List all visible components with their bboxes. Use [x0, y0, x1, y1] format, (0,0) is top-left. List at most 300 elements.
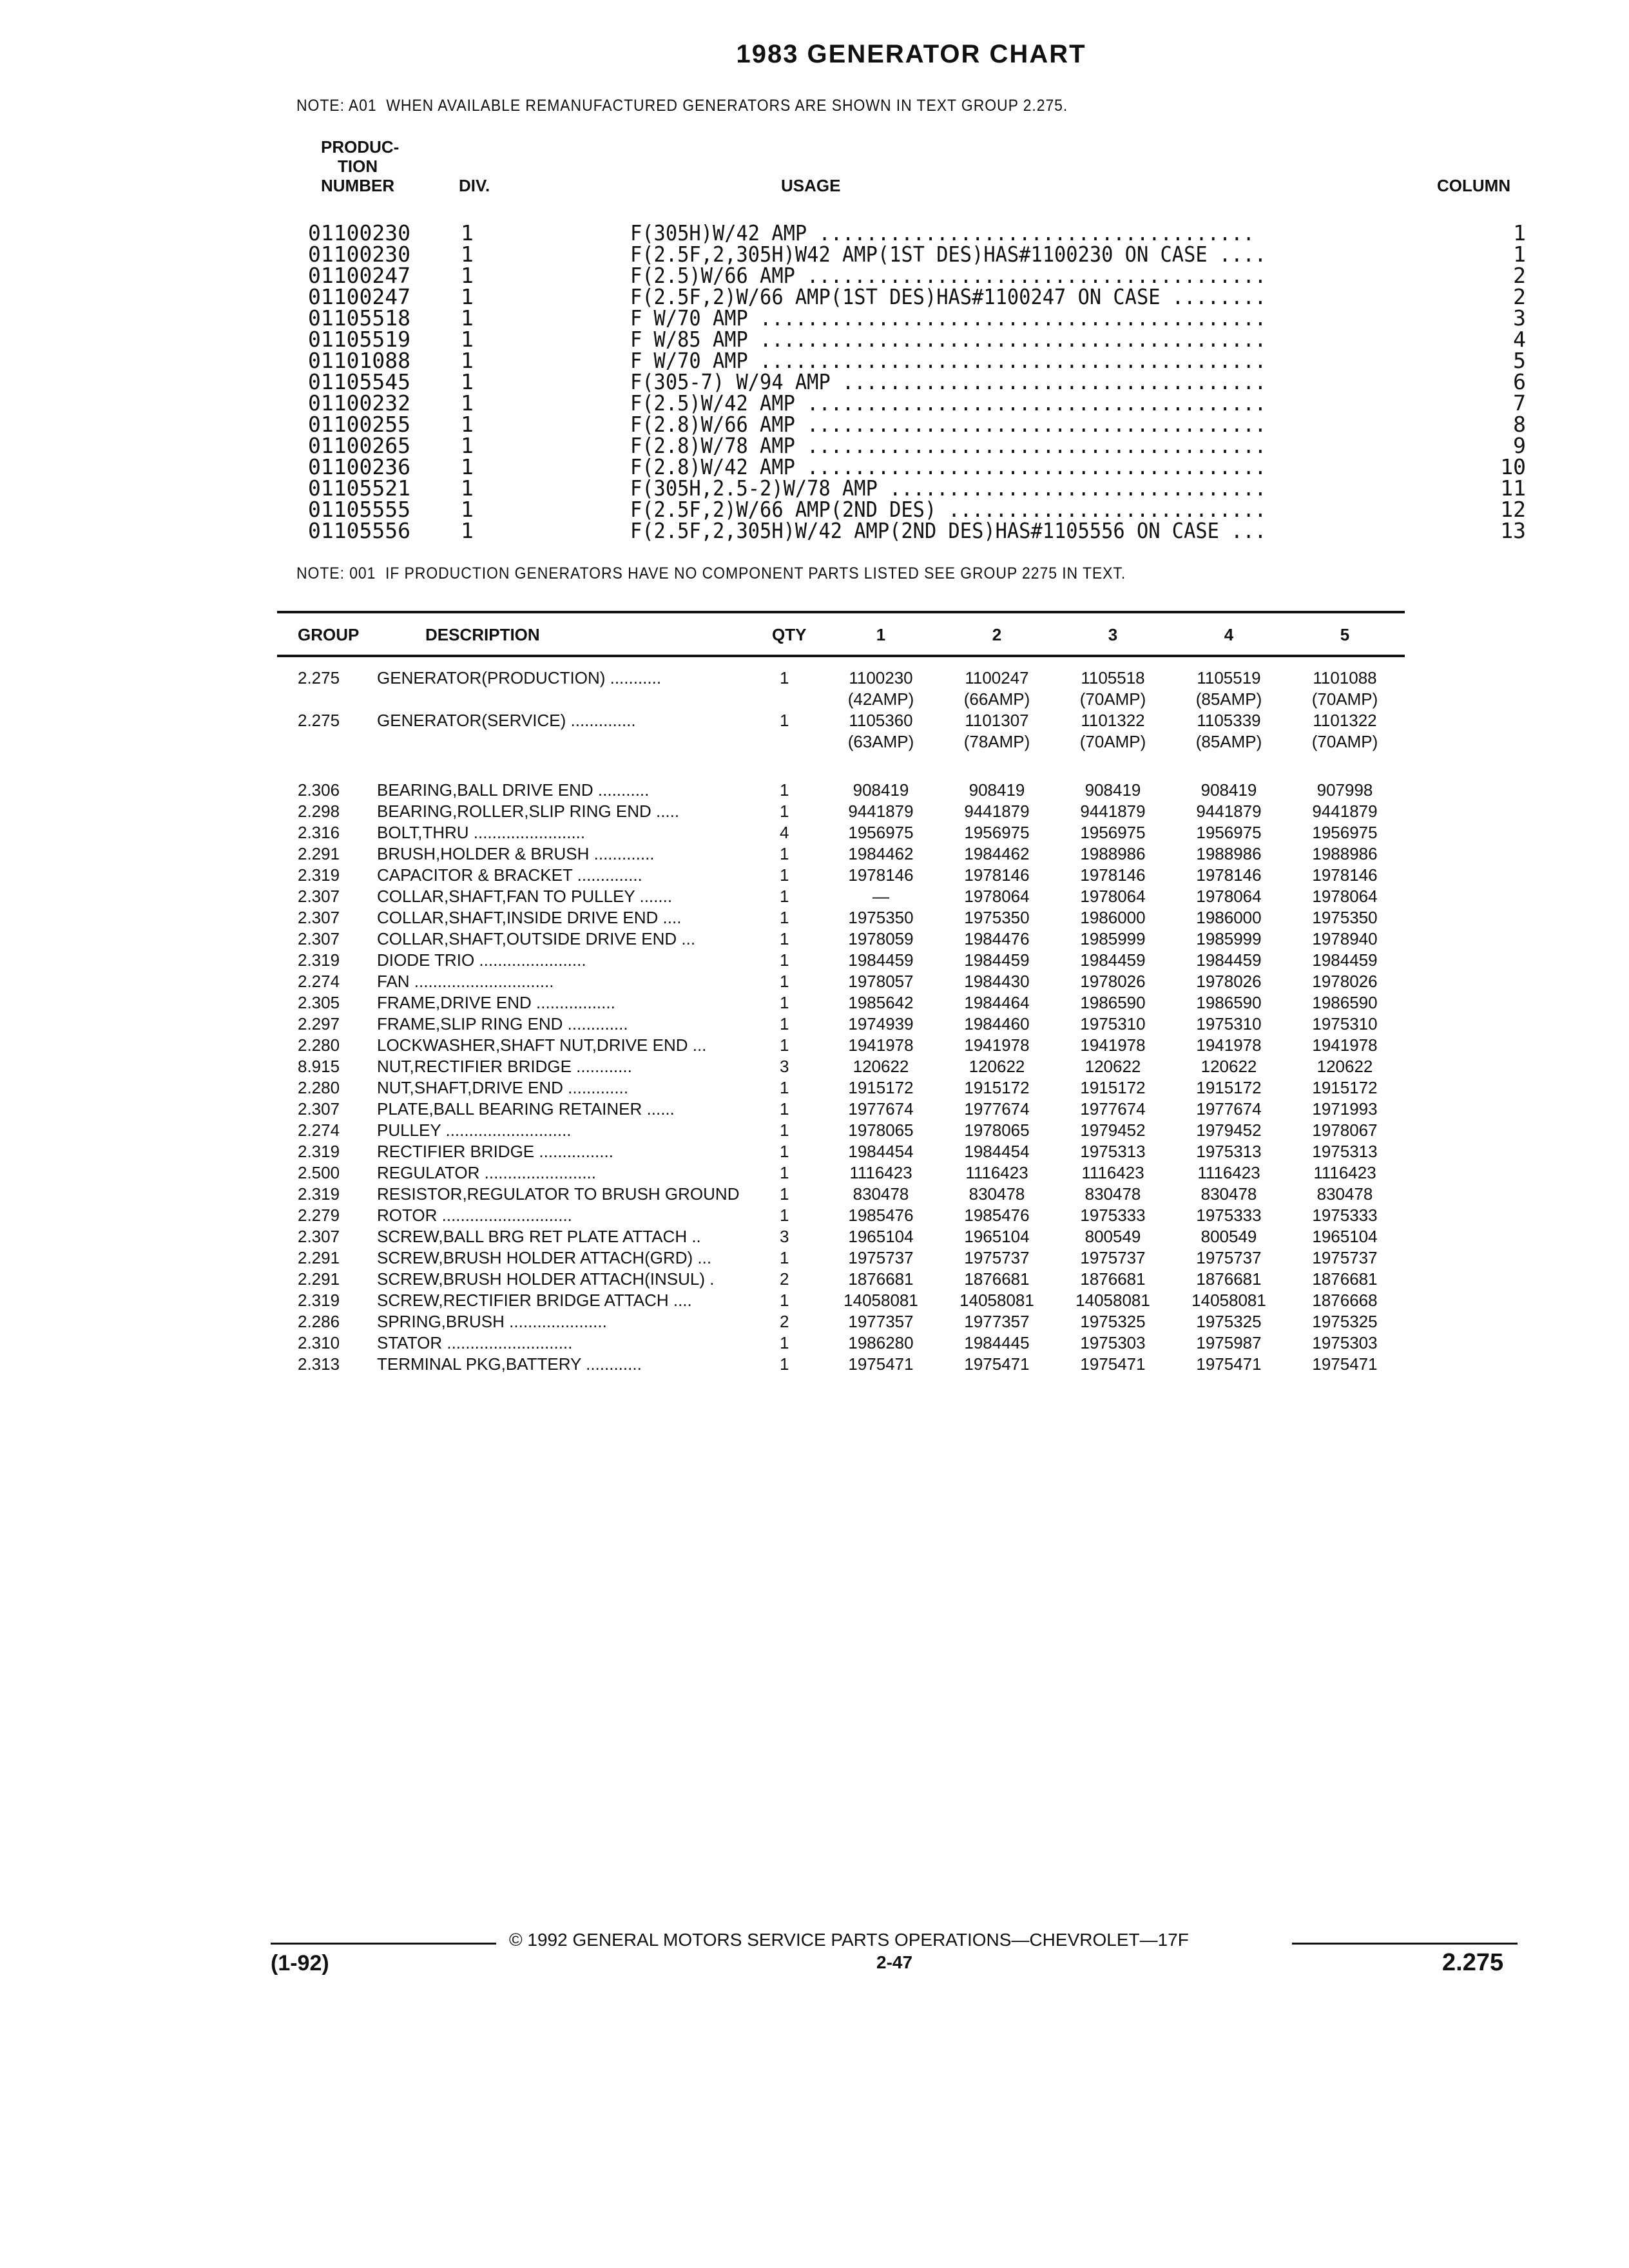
- usage-text: F(2.8)W/42 AMP .......................................: [630, 454, 1267, 479]
- description-cell: ROTOR ............................: [377, 1206, 572, 1225]
- value-cell: 1101088: [1313, 668, 1377, 687]
- usage-column: 5: [1513, 348, 1526, 373]
- description-cell: COLLAR,SHAFT,OUTSIDE DRIVE END ...: [377, 929, 696, 948]
- production-number: 01105556: [308, 518, 410, 543]
- value-cell: 1975310: [1196, 1014, 1262, 1033]
- value-cell: 1975313: [1080, 1142, 1146, 1161]
- usage-text: F(305H,2.5-2)W/78 AMP ................................: [630, 476, 1267, 501]
- description-cell: BEARING,ROLLER,SLIP RING END .....: [377, 802, 680, 821]
- value-cell: 1101307: [965, 711, 1029, 730]
- production-number: 01100230: [308, 220, 410, 245]
- usage-table: [308, 222, 1526, 541]
- group-cell: 2.291: [298, 1269, 340, 1289]
- usage-div: 1: [461, 497, 474, 522]
- usage-row: [308, 307, 1526, 329]
- value-cell: 1956975: [1312, 823, 1378, 842]
- production-number: 01105521: [308, 476, 410, 501]
- header-col-4: 4: [1224, 625, 1234, 644]
- value-cell: 1984459: [1312, 950, 1378, 970]
- group-cell: 2.298: [298, 802, 340, 821]
- usage-text: F(2.5)W/42 AMP .......................................: [630, 390, 1267, 416]
- value-cell: 1984459: [1196, 950, 1262, 970]
- qty-cell: 1: [780, 1142, 789, 1161]
- value-cell: 1101322: [1313, 711, 1377, 730]
- value-cell: 1956975: [1080, 823, 1146, 842]
- value-cell: 1975310: [1080, 1014, 1146, 1033]
- usage-row: [308, 477, 1526, 499]
- qty-cell: 1: [780, 887, 789, 906]
- group-cell: 2.274: [298, 1120, 340, 1140]
- value-cell: 1915172: [964, 1078, 1030, 1097]
- usage-div: 1: [461, 327, 474, 352]
- value-cell: 1984454: [848, 1142, 914, 1161]
- value-cell: 1986590: [1312, 993, 1378, 1012]
- value-cell: 1956975: [848, 823, 914, 842]
- header-col-5: 5: [1340, 625, 1350, 644]
- qty-cell: 1: [780, 950, 789, 970]
- value-cell: 1876681: [1312, 1269, 1378, 1289]
- value-cell: 1975737: [1312, 1248, 1378, 1267]
- value-cell: 1941978: [1312, 1035, 1378, 1055]
- description-cell: SCREW,BALL BRG RET PLATE ATTACH ..: [377, 1227, 701, 1246]
- value-cell: 1941978: [848, 1035, 914, 1055]
- usage-text: F(2.5F,2,305H)W42 AMP(1ST DES)HAS#1100230 ON CASE ....: [630, 242, 1267, 267]
- description-cell: BOLT,THRU ........................: [377, 823, 586, 842]
- usage-text: F(2.8)W/66 AMP .......................................: [630, 412, 1267, 437]
- usage-column: 13: [1500, 518, 1526, 543]
- group-cell: 2.280: [298, 1078, 340, 1097]
- usage-column: 8: [1513, 412, 1526, 437]
- value-cell: 1975471: [964, 1354, 1030, 1374]
- qty-cell: 1: [780, 1035, 789, 1055]
- value-cell: 1988986: [1312, 844, 1378, 863]
- value-cell: 1975333: [1080, 1206, 1146, 1225]
- value-cell: 1975333: [1312, 1206, 1378, 1225]
- qty-cell: 1: [780, 668, 789, 687]
- value-cell: 830478: [1316, 1184, 1373, 1204]
- value-cell: 1975333: [1196, 1206, 1262, 1225]
- group-cell: 2.319: [298, 865, 340, 885]
- description-cell: COLLAR,SHAFT,INSIDE DRIVE END ....: [377, 908, 682, 927]
- production-number: 01100255: [308, 412, 410, 437]
- group-cell: 2.313: [298, 1354, 340, 1374]
- usage-div: 1: [461, 369, 474, 394]
- value-cell: 1975471: [1312, 1354, 1378, 1374]
- group-cell: 2.297: [298, 1014, 340, 1033]
- value-cell: 1116423: [1197, 1163, 1260, 1182]
- value-cell: 1975313: [1312, 1142, 1378, 1161]
- value-cell: 1978146: [1312, 865, 1378, 885]
- value-cell: 1100230: [849, 668, 913, 687]
- value-cell: 1101322: [1081, 711, 1145, 730]
- value-cell: 14058081: [843, 1291, 918, 1310]
- footer-rule-left: [271, 1943, 496, 1945]
- footer-copyright: © 1992 GENERAL MOTORS SERVICE PARTS OPERATIONS—CHEVROLET—17F: [509, 1930, 1189, 1950]
- qty-cell: 1: [780, 1291, 789, 1310]
- production-number: 01105519: [308, 327, 410, 352]
- group-cell: 2.286: [298, 1312, 340, 1331]
- value-cell: 1984460: [964, 1014, 1030, 1033]
- value-cell: 1975310: [1312, 1014, 1378, 1033]
- group-cell: 2.319: [298, 1291, 340, 1310]
- value-cell: 1965104: [848, 1227, 914, 1246]
- group-cell: 2.279: [298, 1206, 340, 1225]
- header-column: COLUMN: [1437, 176, 1511, 195]
- value-cell: 1986590: [1196, 993, 1262, 1012]
- value-cell: 1977357: [964, 1312, 1030, 1331]
- description-cell: STATOR ...........................: [377, 1333, 573, 1352]
- description-cell: SCREW,BRUSH HOLDER ATTACH(GRD) ...: [377, 1248, 712, 1267]
- value-cell: 1977674: [1196, 1099, 1262, 1119]
- value-cell: 1978146: [1080, 865, 1146, 885]
- qty-cell: 1: [780, 908, 789, 927]
- usage-column: 6: [1513, 369, 1526, 394]
- value-cell: 1975737: [1080, 1248, 1146, 1267]
- description-cell: BEARING,BALL DRIVE END ...........: [377, 780, 650, 800]
- value-cell: 14058081: [1075, 1291, 1150, 1310]
- qty-cell: 2: [780, 1269, 789, 1289]
- amp-cell: (66AMP): [963, 689, 1030, 709]
- description-cell: NUT,SHAFT,DRIVE END .............: [377, 1078, 629, 1097]
- usage-row: [308, 456, 1526, 477]
- footer-page-number: 2-47: [876, 1952, 913, 1972]
- value-cell: 1986280: [848, 1333, 914, 1352]
- value-cell: 9441879: [848, 802, 914, 821]
- value-cell: 1978059: [848, 929, 914, 948]
- amp-cell: (63AMP): [847, 732, 914, 751]
- qty-cell: 1: [780, 802, 789, 821]
- header-col-3: 3: [1108, 625, 1118, 644]
- value-cell: 1984464: [964, 993, 1030, 1012]
- qty-cell: 1: [780, 1184, 789, 1204]
- value-cell: 1975737: [964, 1248, 1030, 1267]
- production-number: 01100265: [308, 433, 410, 458]
- value-cell: 830478: [969, 1184, 1025, 1204]
- value-cell: 1988986: [1196, 844, 1262, 863]
- value-cell: 9441879: [964, 802, 1030, 821]
- table-header-rule: [277, 655, 1405, 657]
- value-cell: 1978064: [1312, 887, 1378, 906]
- value-cell: 1984459: [964, 950, 1030, 970]
- qty-cell: 1: [780, 1120, 789, 1140]
- description-cell: TERMINAL PKG,BATTERY ............: [377, 1354, 642, 1374]
- production-number: 01105518: [308, 305, 410, 331]
- usage-column: 11: [1500, 476, 1526, 501]
- value-cell: 1978146: [964, 865, 1030, 885]
- description-cell: REGULATOR ........................: [377, 1163, 596, 1182]
- amp-cell: (85AMP): [1195, 732, 1262, 751]
- production-number: 01100247: [308, 284, 410, 309]
- usage-column: 7: [1513, 390, 1526, 416]
- production-number: 01101088: [308, 348, 410, 373]
- usage-row: [308, 244, 1526, 265]
- usage-div: 1: [461, 242, 474, 267]
- description-cell: RECTIFIER BRIDGE ................: [377, 1142, 613, 1161]
- group-cell: 2.274: [298, 972, 340, 991]
- value-cell: 1116423: [965, 1163, 1028, 1182]
- value-cell: 1956975: [1196, 823, 1262, 842]
- usage-text: F(305H)W/42 AMP .....................................: [630, 220, 1255, 245]
- description-cell: FRAME,DRIVE END .................: [377, 993, 615, 1012]
- usage-column: 4: [1513, 327, 1526, 352]
- value-cell: 908419: [853, 780, 909, 800]
- value-cell: 14058081: [959, 1291, 1034, 1310]
- usage-row: [308, 265, 1526, 286]
- group-cell: 2.275: [298, 668, 340, 687]
- group-cell: 2.275: [298, 711, 340, 730]
- value-cell: 1977357: [848, 1312, 914, 1331]
- usage-row: [308, 435, 1526, 456]
- header-production-line1: PRODUC-: [321, 137, 400, 157]
- amp-cell: (70AMP): [1079, 732, 1146, 751]
- production-number: 01105555: [308, 497, 410, 522]
- usage-row: [308, 350, 1526, 371]
- qty-cell: 1: [780, 972, 789, 991]
- value-cell: 830478: [853, 1184, 909, 1204]
- value-cell: 1116423: [1313, 1163, 1376, 1182]
- value-cell: 1975737: [848, 1248, 914, 1267]
- value-cell: 1965104: [964, 1227, 1030, 1246]
- usage-div: 1: [461, 348, 474, 373]
- value-cell: 1105519: [1197, 668, 1261, 687]
- value-cell: 120622: [1316, 1057, 1373, 1076]
- production-number: 01105545: [308, 369, 410, 394]
- value-cell: 1975471: [1080, 1354, 1146, 1374]
- header-usage: USAGE: [781, 176, 841, 195]
- note-top: NOTE: A01 WHEN AVAILABLE REMANUFACTURED GENERATORS ARE SHOWN IN TEXT GROUP 2.275.: [296, 97, 1068, 115]
- qty-cell: 3: [780, 1227, 789, 1246]
- usage-div: 1: [461, 284, 474, 309]
- value-cell: 800549: [1084, 1227, 1141, 1246]
- value-cell: 1975303: [1080, 1333, 1146, 1352]
- header-description: DESCRIPTION: [425, 625, 540, 644]
- header-col-2: 2: [992, 625, 1002, 644]
- footer-left: (1-92): [271, 1951, 329, 1975]
- value-cell: 1975471: [1196, 1354, 1262, 1374]
- qty-cell: 1: [780, 1248, 789, 1267]
- value-cell: 120622: [1200, 1057, 1257, 1076]
- qty-cell: 1: [780, 929, 789, 948]
- amp-cell: (85AMP): [1195, 689, 1262, 709]
- value-cell: 1978026: [1080, 972, 1146, 991]
- value-cell: 1985476: [964, 1206, 1030, 1225]
- usage-row: [308, 392, 1526, 414]
- description-cell: SCREW,BRUSH HOLDER ATTACH(INSUL) .: [377, 1269, 715, 1289]
- description-cell: FAN ..............................: [377, 972, 554, 991]
- amp-cell: (42AMP): [847, 689, 914, 709]
- value-cell: 1975325: [1196, 1312, 1262, 1331]
- value-cell: 1974939: [848, 1014, 914, 1033]
- value-cell: 1975303: [1312, 1333, 1378, 1352]
- value-cell: 1876681: [1196, 1269, 1262, 1289]
- amp-cell: (70AMP): [1311, 689, 1378, 709]
- value-cell: 1965104: [1312, 1227, 1378, 1246]
- value-cell: 1984430: [964, 972, 1030, 991]
- qty-cell: 1: [780, 1099, 789, 1119]
- value-cell: 830478: [1200, 1184, 1257, 1204]
- amp-cell: (78AMP): [963, 732, 1030, 751]
- usage-div: 1: [461, 518, 474, 543]
- usage-div: 1: [461, 433, 474, 458]
- value-cell: 1988986: [1080, 844, 1146, 863]
- value-cell: 1978064: [1080, 887, 1146, 906]
- value-cell: 1100247: [965, 668, 1029, 687]
- value-cell: 1915172: [1312, 1078, 1378, 1097]
- footer-group-number: 2.275: [1442, 1949, 1504, 1976]
- value-cell: 1105518: [1081, 668, 1145, 687]
- group-cell: 2.307: [298, 1099, 340, 1119]
- usage-column: 3: [1513, 305, 1526, 331]
- value-cell: 9441879: [1312, 802, 1378, 821]
- value-cell: 800549: [1200, 1227, 1257, 1246]
- value-cell: 1978064: [964, 887, 1030, 906]
- value-cell: 1977674: [1080, 1099, 1146, 1119]
- value-cell: 1984476: [964, 929, 1030, 948]
- group-cell: 2.319: [298, 1184, 340, 1204]
- value-cell: 1985642: [848, 993, 914, 1012]
- value-cell: 1975350: [1312, 908, 1378, 927]
- value-cell: 1984459: [848, 950, 914, 970]
- page-title: 1983 GENERATOR CHART: [736, 40, 1086, 68]
- production-number: 01100236: [308, 454, 410, 479]
- production-number: 01100232: [308, 390, 410, 416]
- value-cell: 1915172: [1080, 1078, 1146, 1097]
- header-col-1: 1: [876, 625, 886, 644]
- usage-text: F(2.5F,2,305H)W/42 AMP(2ND DES)HAS#1105556 ON CASE ...: [630, 518, 1267, 543]
- group-cell: 2.316: [298, 823, 340, 842]
- amp-cell: (70AMP): [1311, 732, 1378, 751]
- group-cell: 2.500: [298, 1163, 340, 1182]
- qty-cell: 1: [780, 1333, 789, 1352]
- usage-div: 1: [461, 220, 474, 245]
- group-cell: 2.310: [298, 1333, 340, 1352]
- value-cell: 1975325: [1312, 1312, 1378, 1331]
- usage-row: [308, 499, 1526, 520]
- value-cell: 1116423: [849, 1163, 912, 1182]
- usage-row: [308, 222, 1526, 244]
- value-cell: 908419: [1200, 780, 1257, 800]
- value-cell: 1975471: [848, 1354, 914, 1374]
- value-cell: 120622: [1084, 1057, 1141, 1076]
- header-production-line2: TION: [338, 157, 378, 176]
- value-cell: 1975350: [964, 908, 1030, 927]
- value-cell: 1978057: [848, 972, 914, 991]
- usage-text: F(305-7) W/94 AMP ....................................: [630, 369, 1267, 394]
- value-cell: 1978065: [848, 1120, 914, 1140]
- value-cell: 1105360: [849, 711, 913, 730]
- value-cell: 1915172: [1196, 1078, 1262, 1097]
- usage-row: [308, 371, 1526, 392]
- qty-cell: 2: [780, 1312, 789, 1331]
- usage-text: F(2.5F,2)W/66 AMP(2ND DES) ...........................: [630, 497, 1267, 522]
- value-cell: 1116423: [1081, 1163, 1144, 1182]
- value-cell: 1978065: [964, 1120, 1030, 1140]
- usage-text: F W/70 AMP ...........................................: [630, 305, 1267, 331]
- header-group: GROUP: [298, 625, 360, 644]
- value-cell: 1876681: [848, 1269, 914, 1289]
- usage-column: 2: [1513, 263, 1526, 288]
- description-cell: FRAME,SLIP RING END .............: [377, 1014, 628, 1033]
- group-cell: 2.305: [298, 993, 340, 1012]
- usage-text: F W/85 AMP ...........................................: [630, 327, 1267, 352]
- value-cell: 908419: [1084, 780, 1141, 800]
- value-cell: 1977674: [964, 1099, 1030, 1119]
- qty-cell: 4: [780, 823, 789, 842]
- qty-cell: 1: [780, 993, 789, 1012]
- group-cell: 2.291: [298, 1248, 340, 1267]
- description-cell: COLLAR,SHAFT,FAN TO PULLEY .......: [377, 887, 673, 906]
- value-cell: 1984462: [848, 844, 914, 863]
- qty-cell: 1: [780, 1354, 789, 1374]
- usage-column: 2: [1513, 284, 1526, 309]
- description-cell: CAPACITOR & BRACKET ..............: [377, 865, 642, 885]
- qty-cell: 1: [780, 780, 789, 800]
- description-cell: DIODE TRIO .......................: [377, 950, 586, 970]
- value-cell: 1977674: [848, 1099, 914, 1119]
- value-cell: 1986000: [1080, 908, 1146, 927]
- value-cell: 1941978: [964, 1035, 1030, 1055]
- usage-column: 12: [1500, 497, 1526, 522]
- usage-row: [308, 414, 1526, 435]
- group-cell: 2.319: [298, 950, 340, 970]
- amp-cell: (70AMP): [1079, 689, 1146, 709]
- qty-cell: 1: [780, 1206, 789, 1225]
- value-cell: 1978064: [1196, 887, 1262, 906]
- value-cell: 1984462: [964, 844, 1030, 863]
- description-cell: LOCKWASHER,SHAFT NUT,DRIVE END ...: [377, 1035, 707, 1055]
- value-cell: 1978026: [1196, 972, 1262, 991]
- usage-text: F(2.5)W/66 AMP .......................................: [630, 263, 1267, 288]
- description-cell: PLATE,BALL BEARING RETAINER ......: [377, 1099, 675, 1119]
- note-bottom: NOTE: 001 IF PRODUCTION GENERATORS HAVE NO COMPONENT PARTS LISTED SEE GROUP 2275 IN TEXT.: [296, 564, 1126, 582]
- value-cell: 1975350: [848, 908, 914, 927]
- value-cell: 907998: [1316, 780, 1373, 800]
- value-cell: 1979452: [1196, 1120, 1262, 1140]
- usage-row: [308, 286, 1526, 307]
- value-cell: 1978026: [1312, 972, 1378, 991]
- value-cell: 1986000: [1196, 908, 1262, 927]
- value-cell: 1956975: [964, 823, 1030, 842]
- usage-div: 1: [461, 476, 474, 501]
- value-cell: 830478: [1084, 1184, 1141, 1204]
- value-cell: 1876681: [964, 1269, 1030, 1289]
- group-cell: 2.307: [298, 887, 340, 906]
- description-cell: GENERATOR(SERVICE) ..............: [377, 711, 636, 730]
- group-cell: 2.280: [298, 1035, 340, 1055]
- qty-cell: 1: [780, 1078, 789, 1097]
- value-cell: 1876681: [1080, 1269, 1146, 1289]
- value-cell: 1979452: [1080, 1120, 1146, 1140]
- usage-column: 9: [1513, 433, 1526, 458]
- description-cell: SPRING,BRUSH .....................: [377, 1312, 607, 1331]
- value-cell: 120622: [853, 1057, 909, 1076]
- qty-cell: 1: [780, 711, 789, 730]
- value-cell: 1975987: [1196, 1333, 1262, 1352]
- value-cell: 1975325: [1080, 1312, 1146, 1331]
- usage-text: F(2.5F,2)W/66 AMP(1ST DES)HAS#1100247 ON CASE ........: [630, 284, 1267, 309]
- header-production-number: [321, 137, 399, 195]
- table-top-rule: [277, 611, 1405, 613]
- value-cell: 908419: [969, 780, 1025, 800]
- value-cell: 1978067: [1312, 1120, 1378, 1140]
- qty-cell: 1: [780, 865, 789, 885]
- value-cell: 1105339: [1197, 711, 1261, 730]
- value-cell: 9441879: [1196, 802, 1262, 821]
- value-cell: 1978146: [1196, 865, 1262, 885]
- value-cell: 14058081: [1191, 1291, 1266, 1310]
- value-cell: 1971993: [1312, 1099, 1378, 1119]
- value-cell: 1985476: [848, 1206, 914, 1225]
